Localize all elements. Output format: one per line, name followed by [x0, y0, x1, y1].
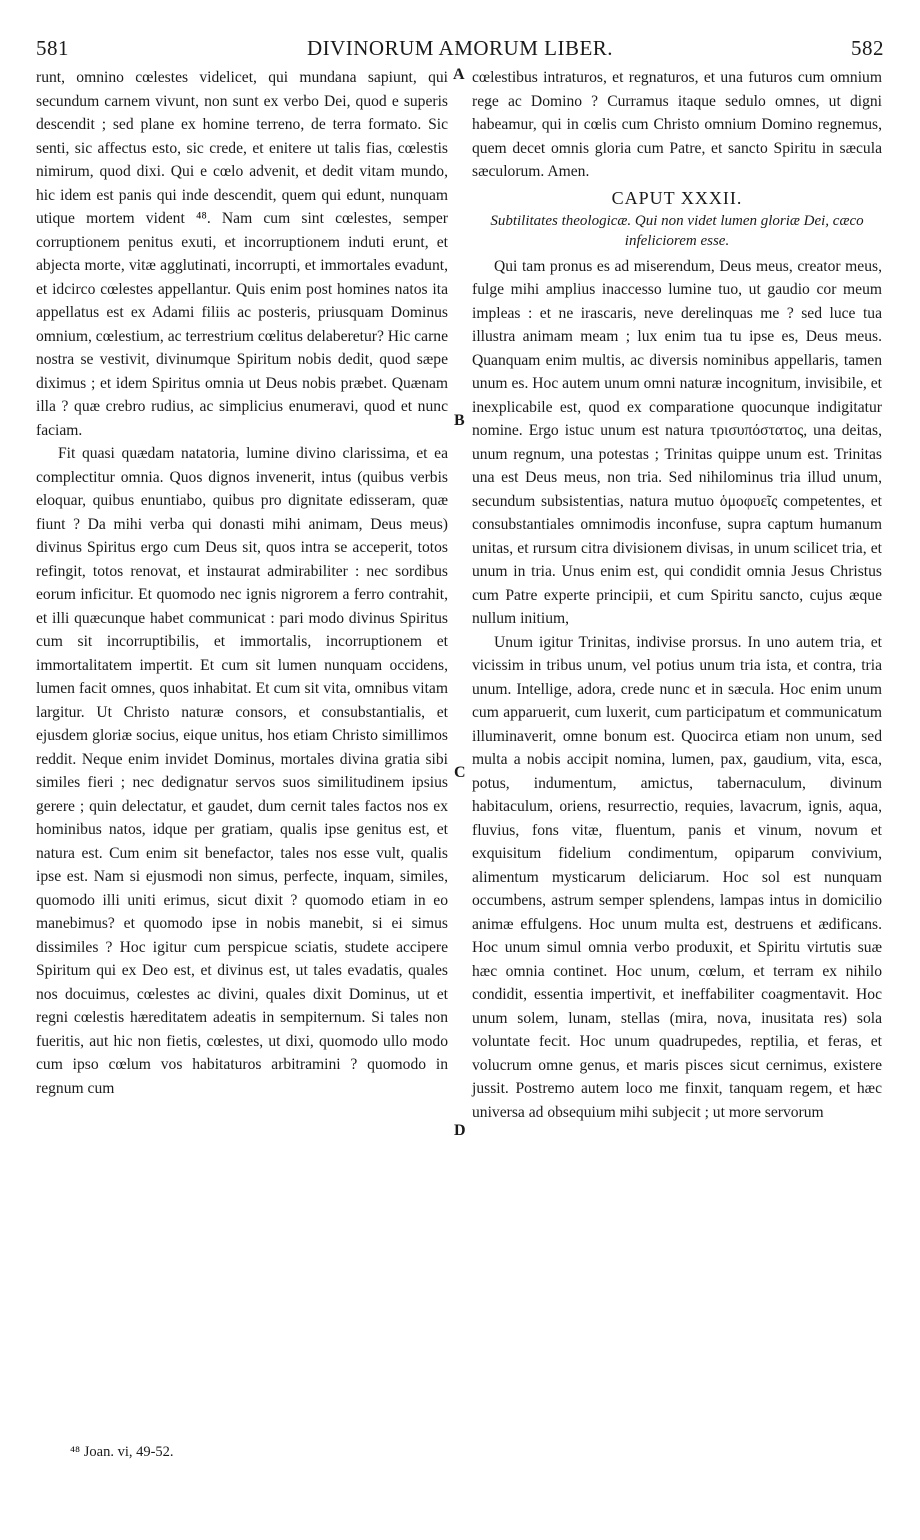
chapter-heading: CAPUT XXXII. — [611, 187, 743, 208]
margin-marker-c: C — [454, 764, 466, 781]
chapter-subtitle: Subtilitates theologicæ. Qui non videt lumen gloriæ Dei, cæco infeliciorem esse. — [490, 212, 864, 249]
running-header — [36, 36, 884, 66]
footnote: ⁴⁸ Joan. vi, 49-52. — [70, 1444, 174, 1460]
margin-marker-a: A — [453, 66, 465, 83]
page-number-right: 582 — [851, 36, 884, 60]
margin-marker-d: D — [454, 1122, 466, 1139]
left-paragraph-1: runt, omnino cœlestes videlicet, qui mundana sapiunt, qui secundum carnem vivunt, non sunt ex verbo Dei, quod e superis descendit ; sed plane ex homine terreno, de terra formato. Sic senti, sic affectus esto, sic crede, et enitere ut talis fias, cœlestis nimirum, quod dixi. Qui e cœlo advenit, et dedit vitam mundo, hic idem est panis qui inde descendit, quem qui edunt, nunquam utique mortem vident ⁴⁸. Nam cum sint cœlestes, semper corruptionem penitus exuti, et incorruptionem induti erunt, et abjecta morte, vitæ agglutinati, incorrupti, et immortales evadunt, et idcirco cœlestes appellantur. Quis enim post homines natos ita appellatus est ex Adami filiis ac posteris, priusquam Dominus omnium, cœlestium, ac terrestrium cœlitus delaberetur? Hic carne nostra se vestivit, divinumque Spiritum nobis dedit, quod sæpe diximus ; et idem Spiritus omnia ut Deus nobis præbet. Quænam illa ? quæ crebro rudius, ac simplicius enumeravi, quod et nunc faciam. — [36, 69, 448, 439]
right-column — [472, 66, 882, 1124]
margin-marker-b: B — [454, 412, 465, 429]
left-paragraph-2: Fit quasi quædam natatoria, lumine divino clarissima, et ea complectitur omnia. Quos dignos invenerit, intus (quibus verbis eloquar, quibus enuntiabo, quibus pro dignitate edisseram, quæ fiunt ? Da mihi verba qui donasti mihi animam, Deus meus) divinus Spiritus ergo cum Deus sit, quos intra se acceperit, totos refingit, totos renovat, et instaurat admirabiliter : nec sordibus eorum inficitur. Et quomodo nec ignis nigrorem a ferro contrahit, et illi quæcunque habet communicat : pari modo divinus Spiritus cum sit incorruptibilis, et immortalis, incorruptionem et immortalitatem impertit. Et cum sit lumen nunquam occidens, lumen facit omnes, quos inhabitat. Et cum sit vita, omnibus vitam largitur. Ut Christo naturæ consors, et consubstantialis, et ejusdem gloriæ socius, eique unitus, hos etiam Christo simillimos reddit. Neque enim invidet Dominus, mortales divina gratia sibi similes fieri ; nec dedignatur servos suos similitudinem ipsius gerere ; quin delectatur, et gaudet, dum cernit tales factos nos ex hominibus natos, idque per gratiam, qualis ipse genitus est, et natura est. Cum enim sit benefactor, tales nos esse vult, qualis ipse est. Nam si ejusmodi non simus, perfecte, inquam, similes, quomodo illi uniti erimus, sicut dixit ? quomodo etiam in eo manebimus? et quomodo ipse in nobis manebit, si ei simus dissimiles ? Hoc igitur cum perspicue sciatis, studete accipere Spiritum qui ex Deo est, et divinus est, ut tales evadatis, quales nos docuimus, cœlestes ac divini, quales dixit Dominus, ut et regni cœlestis hæreditatem adeatis in sempiternum. Si tales non fueritis, aut hic non fietis, cœlestes, ut dixi, quomodo ullo modo cum ipso cœlum vos habitaturos arbitramini ? quomodo in regnum cum — [36, 445, 448, 1097]
running-title: DIVINORUM AMORUM LIBER. — [306, 36, 614, 60]
right-paragraph-3: Unum igitur Trinitas, indivise prorsus. In uno autem tria, et vicissim in tribus unum, vel potius unum tria ista, et contra, tria unum. Intellige, adora, crede nunc et in sæcula. Hoc enim unum cum apparuerit, cum luxerit, cum participatum et communicatum illuminaverit, omne bonum est. Quocirca etiam non unum, sed multa a nobis accipit nomina, lumen, pax, gaudium, vita, esca, potus, indumentum, amictus, tabernaculum, divinum habitaculum, oriens, resurrectio, requies, lavacrum, ignis, aqua, fluvius, fons vitæ, fluentum, panis et vinum, novum et exquisitum fidelium condimentum, opiparum convivium, alimentum mysticarum deliciarum. Hoc sol est nunquam occumbens, astrum semper splendens, lampas intus in domicilio animæ effulgens. Hoc unum multa est, destruens et ædificans. Hoc unum simul omnia verbo produxit, et Spiritu virtutis suæ hæc omnia continet. Hoc unum, cœlum, et terram ex nihilo condidit, essentia impertivit, et ineffabiliter coagmentavit. Hoc unum solem, lunam, stellas (mira, nova, inusitata res) sola voluntate fecit. Hoc unum quadrupedes, reptilia, et feras, et volucrum omne genus, et maris pisces sicut cernimus, existere jussit. Postremo autem loco me finxit, tanquam regem, et hæc universa ad obsequium mihi subjecit ; ut more servorum — [472, 633, 882, 1121]
left-column — [36, 66, 448, 1100]
right-paragraph-2: Qui tam pronus es ad miserendum, Deus meus, creator meus, fulge mihi amplius inaccesso lumine tuo, ut gaudio cor meum impleas : et ne irascaris, neve derelinquas me ? sed luce tua illustra animam meam ; lux enim tua tu ipse es, Deus meus. Quanquam enim multis, ac diversis nominibus appellaris, tamen unum es. Hoc autem unum omni naturæ incognitum, invisibile, et inexplicabile est, quod ex comparatione quocunque indigitatur nomine. Ergo istuc unum est natura τρισυπόστατος, una deitas, unum regnum, una potestas ; Trinitas quippe unum est. Trinitas una est Deus meus, non tria. Sed nihilominus tria illud unum, secundum subsistentias, natura mutuo ὁμοφυεῖς competentes, et consubstantiales omnimodis inconfuse, supra captum humanum unitas, et rursum citra divisionem divisas, in unum scilicet tria, et unum in tria. Unus enim est, qui condidit omnia Jesus Christus cum Patre experte principii, et cum Spiritu sancto, cujus æque nullum initium, — [472, 257, 882, 627]
right-paragraph-1: cœlestibus intraturos, et regnaturos, et una futuros cum omnium rege ac Domino ? Curramus itaque sedulo omnes, ut digni habeamur, qui in cœlis cum Christo omnium Domino regnemus, quem decet omnis gloria cum Patre, et sancto Spiritu in sæcula sæculorum. Amen. — [472, 69, 882, 180]
page-number-left: 581 — [36, 36, 69, 60]
